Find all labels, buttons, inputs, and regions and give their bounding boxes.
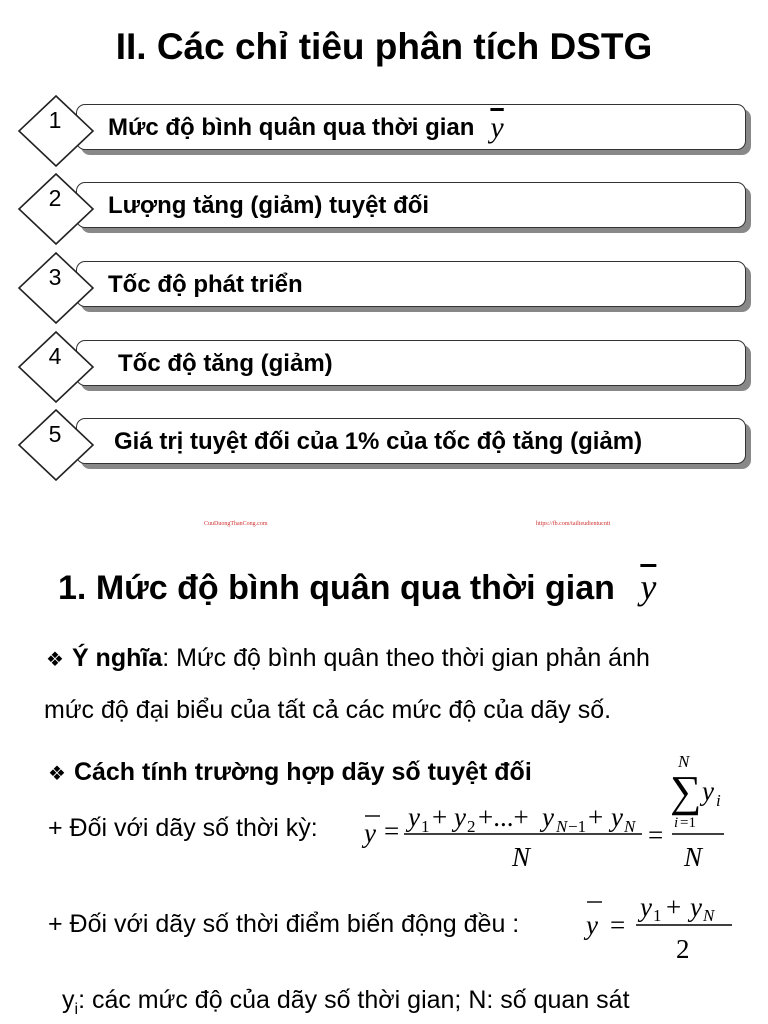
item-number: 2 [48,184,62,211]
item-label-wrap [108,105,504,151]
section-title-text: Mức độ bình quân qua thời gian [95,569,615,607]
svg-text:N: N [678,752,690,771]
section-title [58,566,656,608]
svg-text:y: y [690,892,702,922]
svg-text:+...+: +...+ [478,802,529,832]
svg-text:+: + [588,802,604,832]
svg-text:i: i [674,815,679,831]
item-label: Giá trị tuyệt đối của 1% của tốc độ tăng (giảm) [114,428,643,455]
svg-text:N: N [512,842,531,872]
point-series-label: + Đối với dãy số thời điểm biến động đều : [48,910,520,938]
svg-text:y: y [408,802,420,832]
svg-text:y: y [542,802,554,832]
symbol-note [62,986,630,1019]
item-number: 5 [48,420,62,447]
section-number: 1. [58,569,87,607]
item-label: Tốc độ tăng (giảm) [118,350,333,377]
item-number: 4 [48,342,62,369]
svg-text:=: = [384,816,400,846]
meaning-line-2: mức độ đại biểu của tất cả các mức độ của dãy số. [44,696,612,724]
svg-text:N: N [684,842,703,872]
list-item-1 [10,94,752,152]
svg-text:N: N [556,817,568,836]
meaning-label: Ý nghĩa [71,644,163,672]
svg-text:1: 1 [421,817,430,836]
svg-text:i: i [716,791,721,810]
method-label: Cách tính trường hợp dãy số tuyệt đối [73,758,532,786]
svg-text:2: 2 [467,817,476,836]
page-title: II. Các chỉ tiêu phân tích DSTG [115,26,653,67]
list-item-2 [10,172,752,230]
four-diamond-bullet-icon: ❖ [48,763,66,785]
svg-text:=1: =1 [680,815,696,831]
svg-text:y: y [702,776,714,806]
svg-text:y: y [586,910,598,940]
svg-text:y: y [611,802,623,832]
period-mean-formula [360,752,730,874]
item-label: Tốc độ phát triển [108,271,303,298]
svg-text:=: = [610,910,626,940]
meaning-line-1 [46,644,650,673]
note-text: : các mức độ của dãy số thời gian; N: số quan sát [78,986,630,1014]
svg-text:=: = [648,820,664,850]
item-label: Lượng tăng (giảm) tuyệt đối [108,192,430,219]
watermark-right: https://fb.com/tailieudientucntt [536,521,611,527]
list-item-3 [10,251,752,309]
svg-text:y: y [364,818,376,848]
svg-text:∑: ∑ [670,767,702,816]
list-item-5 [10,408,752,466]
svg-text:N: N [703,906,715,925]
svg-text:+: + [666,892,682,922]
svg-text:y: y [454,802,466,832]
svg-text:N: N [624,817,636,836]
list-item-4 [10,330,752,388]
svg-text:2: 2 [676,934,690,964]
y-bar-symbol: $\overline{y}$ [490,111,504,144]
svg-text:1: 1 [653,906,662,925]
period-series-label: + Đối với dãy số thời kỳ: [48,814,318,842]
y-bar-symbol: $\overline{y}$ [640,567,657,607]
meaning-text: : Mức độ bình quân theo thời gian phản ánh [162,644,650,672]
item-number: 1 [48,106,62,133]
svg-text:+: + [432,802,448,832]
svg-text:y: y [640,892,652,922]
point-mean-formula [582,888,734,964]
item-number: 3 [48,263,62,290]
watermark-left: CuuDuongThanCong.com [204,521,268,527]
yi-symbol: $y_i$ [62,986,79,1018]
item-label: Mức độ bình quân qua thời gian [108,114,475,141]
svg-text:−1: −1 [568,817,587,836]
four-diamond-bullet-icon: ❖ [46,649,64,671]
